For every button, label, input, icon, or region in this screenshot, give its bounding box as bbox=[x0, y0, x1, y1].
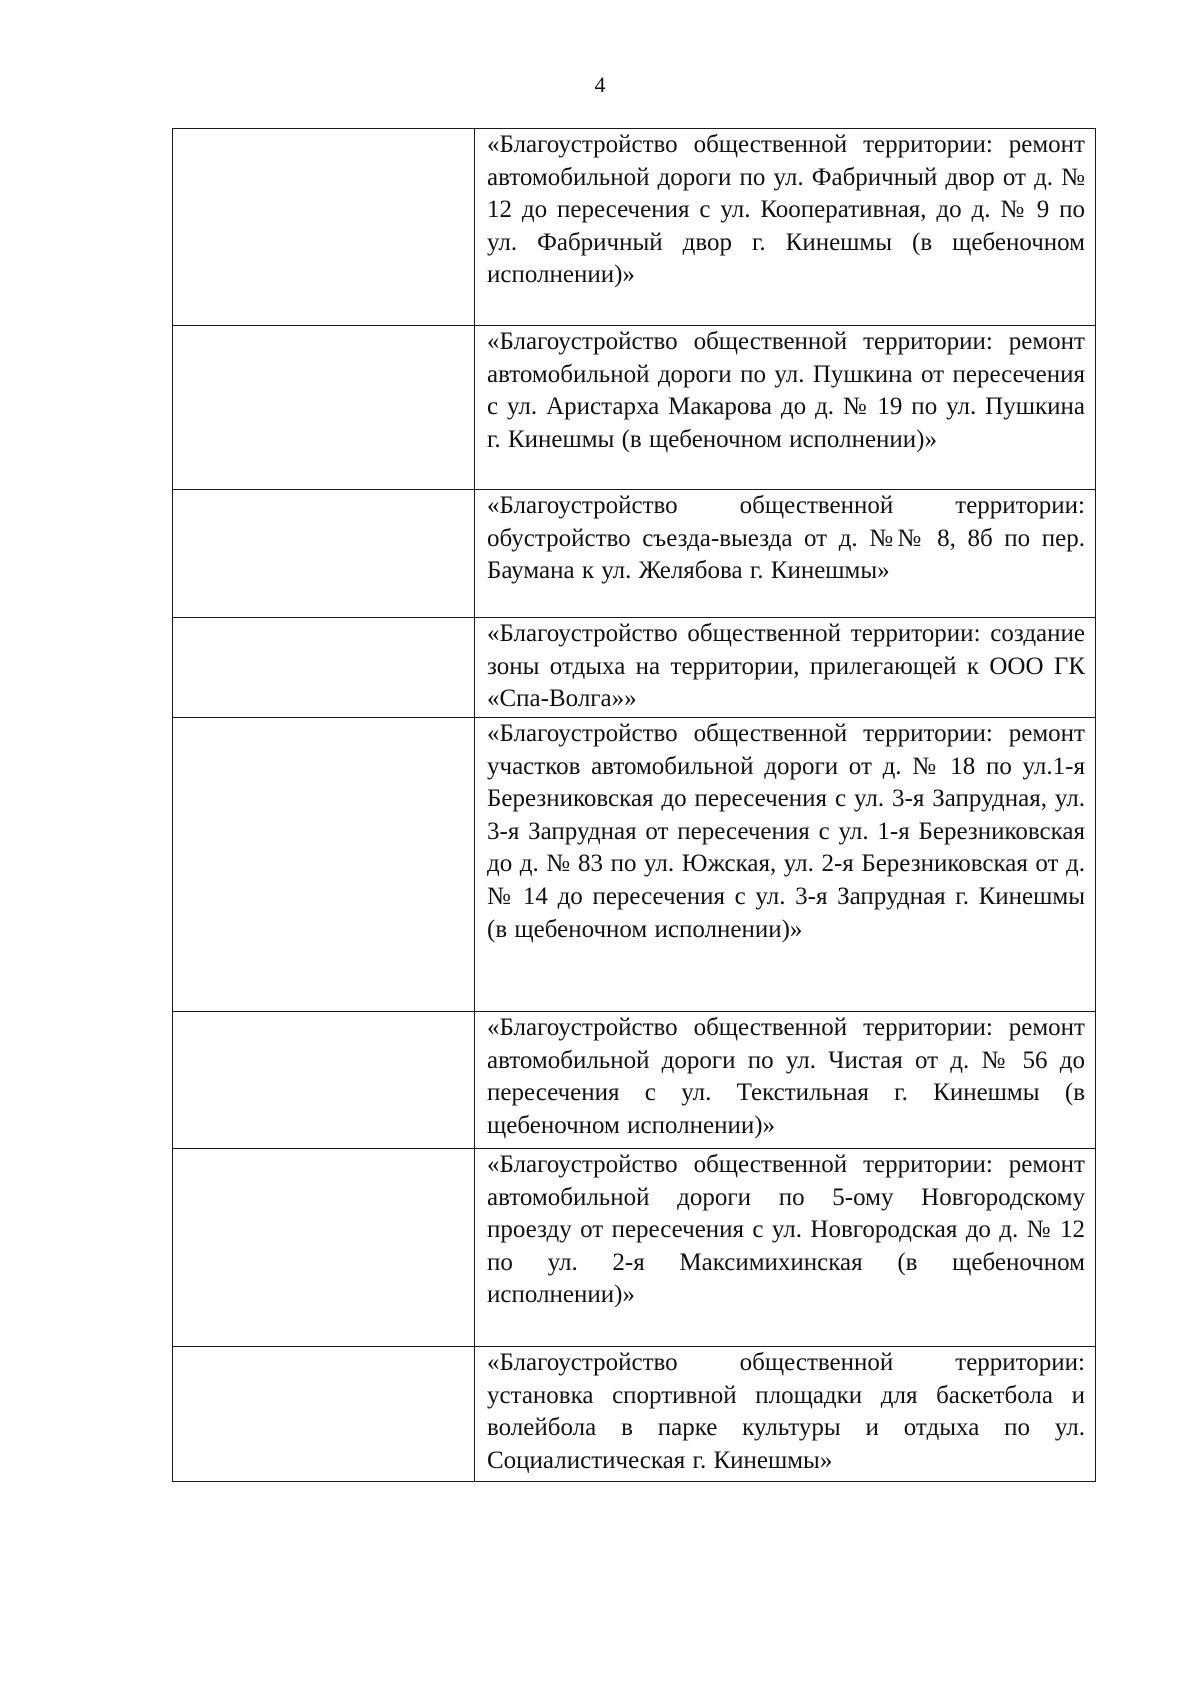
table-row bbox=[173, 618, 1096, 718]
projects-table bbox=[172, 128, 1096, 1482]
project-description: «Благоустройство общественной территории: ремонт автомобильной дороги по ул. Пушкина от пересечения с ул. Аристарха Макарова до д. № 19 по ул. Пушкина г. Кинешмы (в щебеночном исполнении)» bbox=[487, 328, 1085, 453]
project-description: «Благоустройство общественной территории: установка спортивной площадки для баскетбола и волейбола в парке культуры и отдыха по ул. Социалистическая г. Кинешмы» bbox=[487, 1349, 1085, 1474]
table-cell-right bbox=[475, 326, 1096, 490]
table-row bbox=[173, 718, 1096, 1012]
project-description: «Благоустройство общественной территории: ремонт участков автомобильной дороги от д. № 18 по ул.1-я Березниковская до пересечения с ул. 3-я Запрудная, ул. 3-я Запрудная от пересечения с ул. 1-я Березниковская до д. № 83 по ул. Южская, ул. 2-я Березниковская от д. № 14 до пересечения с ул. 3-я Запрудная г. Кинешмы (в щебеночном исполнении)» bbox=[487, 720, 1085, 943]
table-cell-left bbox=[173, 1149, 475, 1347]
table-row bbox=[173, 1347, 1096, 1482]
project-description: «Благоустройство общественной территории: ремонт автомобильной дороги по ул. Чистая от д. № 56 до пересечения с ул. Текстильная г. Кинешмы (в щебеночном исполнении)» bbox=[487, 1014, 1085, 1139]
table-row bbox=[173, 326, 1096, 490]
table-cell-left bbox=[173, 326, 475, 490]
table-cell-left bbox=[173, 490, 475, 618]
table-cell-right bbox=[475, 718, 1096, 1012]
table-cell-right bbox=[475, 618, 1096, 718]
table-cell-left bbox=[173, 1012, 475, 1149]
table-row bbox=[173, 490, 1096, 618]
project-description: «Благоустройство общественной территории: ремонт автомобильной дороги по 5-ому Новгородскому проезду от пересечения с ул. Новгородская до д. № 12 по ул. 2-я Максимихинская (в щебеночном исполнении)» bbox=[487, 1151, 1085, 1309]
table-cell-right bbox=[475, 1012, 1096, 1149]
table-row bbox=[173, 1012, 1096, 1149]
table-cell-right bbox=[475, 490, 1096, 618]
table-row bbox=[173, 129, 1096, 326]
table-cell-right bbox=[475, 1149, 1096, 1347]
table-cell-left bbox=[173, 618, 475, 718]
project-description: «Благоустройство общественной территории: обустройство съезда-выезда от д. №№ 8, 8б по пер. Баумана к ул. Желябова г. Кинешмы» bbox=[487, 492, 1085, 585]
table-cell-right bbox=[475, 1347, 1096, 1482]
table-cell-left bbox=[173, 129, 475, 326]
project-description: «Благоустройство общественной территории: создание зоны отдыха на территории, прилегающей к ООО ГК «Спа-Волга»» bbox=[487, 620, 1085, 713]
table-row bbox=[173, 1149, 1096, 1347]
project-description: «Благоустройство общественной территории: ремонт автомобильной дороги по ул. Фабричный двор от д. № 12 до пересечения с ул. Кооперативная, до д. № 9 по ул. Фабричный двор г. Кинешмы (в щебеночном исполнении)» bbox=[487, 131, 1085, 289]
table-cell-right bbox=[475, 129, 1096, 326]
table-cell-left bbox=[173, 718, 475, 1012]
table-cell-left bbox=[173, 1347, 475, 1482]
page-number: 4 bbox=[594, 72, 606, 97]
